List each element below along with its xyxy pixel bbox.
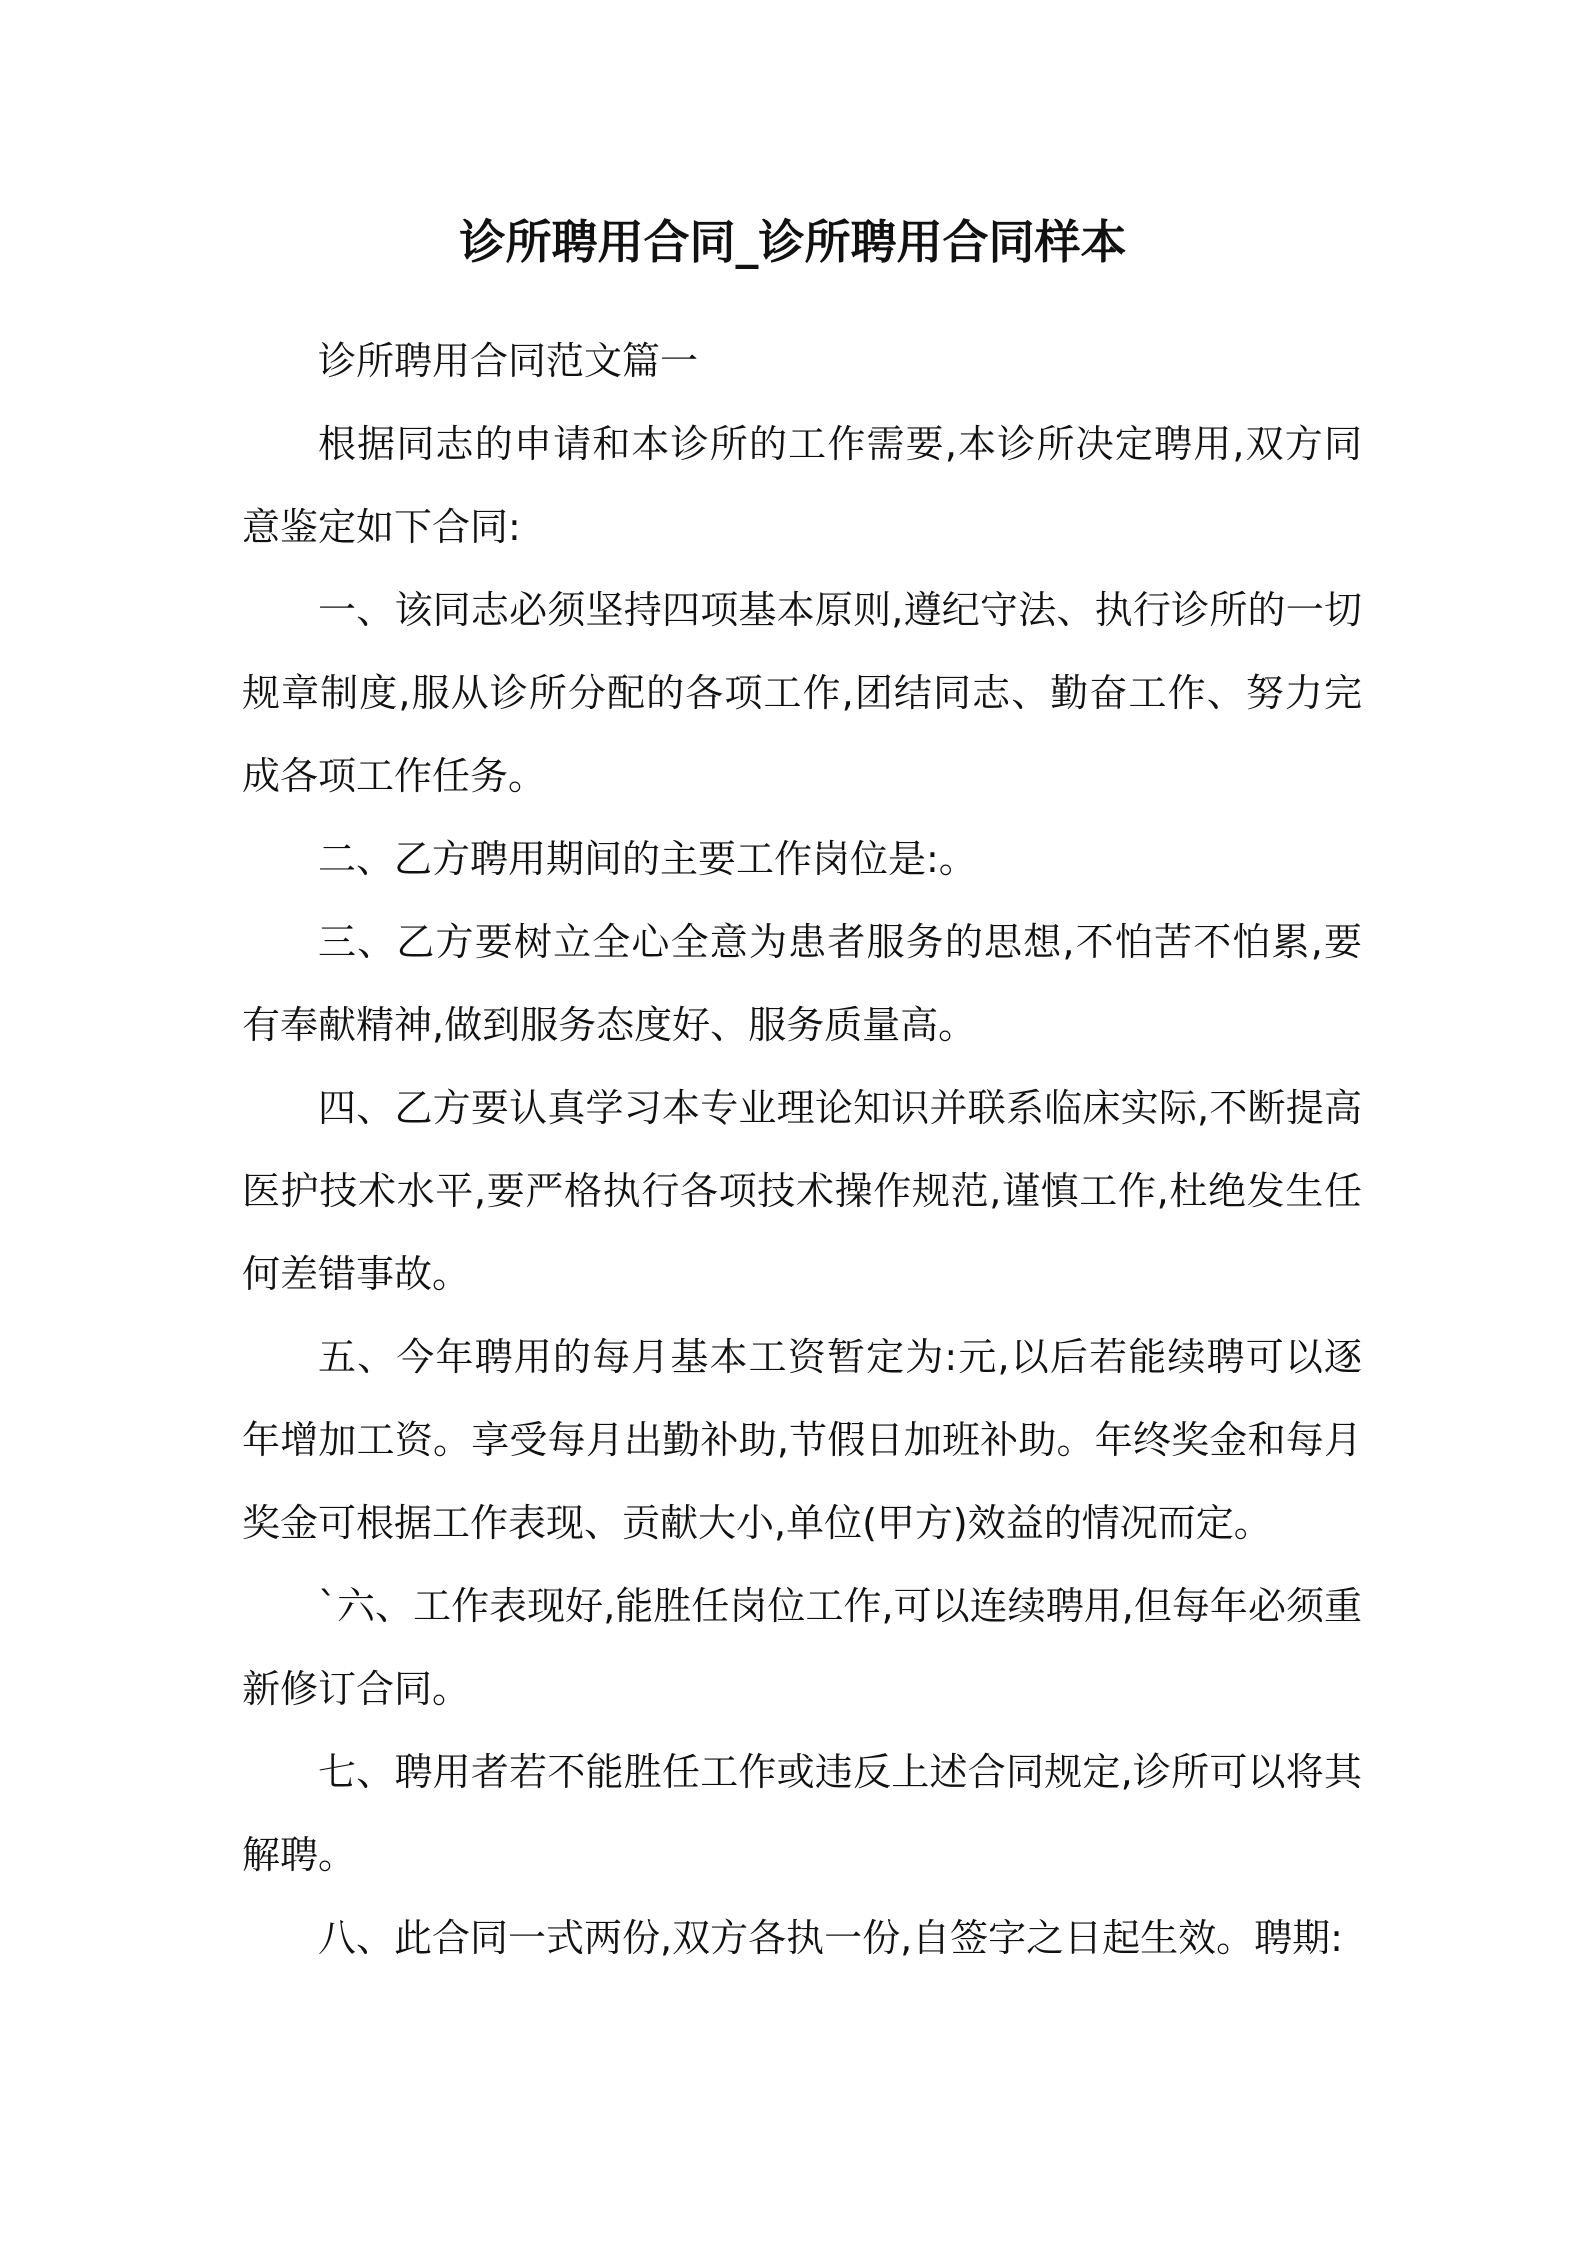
clause-4: 四、乙方要认真学习本专业理论知识并联系临床实际,不断提高医护技术水平,要严格执行各项技术操作规范,谨慎工作,杜绝发生任何差错事故。	[242, 1086, 1362, 1296]
paragraph-intro: 根据同志的申请和本诊所的工作需要,本诊所决定聘用,双方同意鉴定如下合同:	[242, 422, 1362, 549]
clause-1: 一、该同志必须坚持四项基本原则,遵纪守法、执行诊所的一切规章制度,服从诊所分配的各项工作,团结同志、勤奋工作、努力完成各项工作任务。	[242, 588, 1362, 798]
clause-3: 三、乙方要树立全心全意为患者服务的思想,不怕苦不怕累,要有奉献精神,做到服务态度好、服务质量高。	[242, 920, 1362, 1047]
clause-2: 二、乙方聘用期间的主要工作岗位是:。	[318, 837, 977, 881]
document-title: 诊所聘用合同_诊所聘用合同样本	[459, 215, 1127, 269]
clause-6: `六、工作表现好,能胜任岗位工作,可以连续聘用,但每年必须重新修订合同。	[242, 1584, 1362, 1711]
document-body	[242, 320, 1362, 1980]
clause-7: 七、聘用者若不能胜任工作或违反上述合同规定,诊所可以将其解聘。	[242, 1750, 1362, 1877]
clause-5: 五、今年聘用的每月基本工资暂定为:元,以后若能续聘可以逐年增加工资。享受每月出勤补助,节假日加班补助。年终奖金和每月奖金可根据工作表现、贡献大小,单位(甲方)效益的情况而定。	[242, 1335, 1362, 1545]
paragraph-heading: 诊所聘用合同范文篇一	[318, 339, 699, 383]
clause-8: 八、此合同一式两份,双方各执一份,自签字之日起生效。聘期:	[318, 1916, 1343, 1960]
